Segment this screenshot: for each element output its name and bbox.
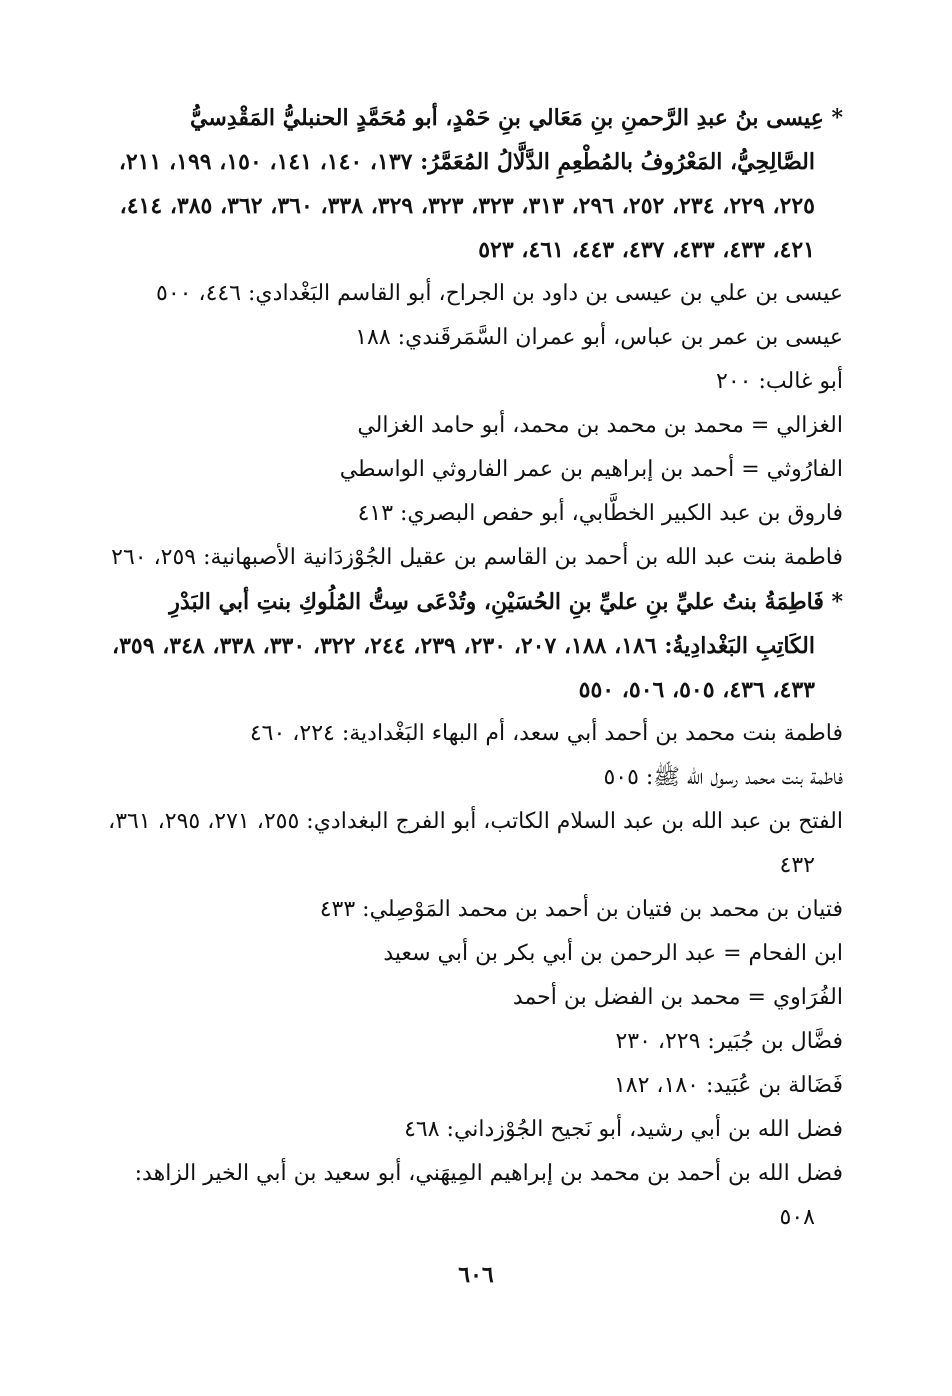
index-entry: ابن الفحام = عبد الرحمن بن أبي بكر بن أبي سعيد	[383, 941, 843, 966]
index-entry: فاطمة بنت عبد الله بن أحمد بن القاسم بن عقيل الجُوْزدَانية الأصبهانية: ٢٥٩، ٢٦٠	[111, 545, 843, 570]
index-entry: فاطمة بنت محمد بن أحمد أبي سعد، أم البهاء البَغْدادية: ٢٢٤، ٤٦٠	[249, 721, 843, 746]
index-entries	[108, 96, 843, 1240]
index-entry: فضل الله بن أحمد بن محمد بن إبراهيم المِيهَني، أبو سعيد بن أبي الخير الزاهد: ٥٠٨	[134, 1161, 843, 1230]
index-entry: الغزالي = محمد بن محمد بن محمد، أبو حامد الغزالي	[357, 413, 843, 438]
index-entry: فتيان بن محمد بن فتيان بن أحمد بن محمد المَوْصِلي: ٤٣٣	[319, 897, 843, 922]
index-entry: فضَّال بن جُبَير: ٢٢٩، ٢٣٠	[615, 1029, 843, 1054]
index-entry: * عِيسى بنُ عبدِ الرَّحمنِ بنِ مَعَالي بنِ حَمْدٍ، أبو مُحَمَّدٍ الحنبليُّ المَقْدِسيُّ الصَّالِحِيُّ، المَعْرُوفُ بالمُطْعِمِ الدَّلَّالُ المُعَمَّرُ: ١٣٧، ١٤٠، ١٤١، ١٥٠، ١٩٩، ٢١١، ٢٢٥، ٢٢٩، ٢٣٤، ٢٥٢، ٢٩٦، ٣١٣، ٣٢٣، ٣٢٣، ٣٢٩، ٣٣٨، ٣٦٠، ٣٦٢، ٣٨٥، ٤١٤، ٤٢١، ٤٣٣، ٤٣٣، ٤٣٧، ٤٤٣، ٤٦١، ٥٢٣	[118, 105, 843, 263]
page-number: ٦٠٦	[458, 1262, 494, 1288]
index-entry: فاروق بن عبد الكبير الخطَّابي، أبو حفص البصري: ٤١٣	[357, 501, 843, 526]
index-entry: عيسى بن عمر بن عباس، أبو عمران السَّمَرقَندي: ١٨٨	[355, 325, 843, 350]
index-entry: أبو غالب: ٢٠٠	[716, 369, 843, 394]
index-entry: الفتح بن عبد الله بن عبد السلام الكاتب، أبو الفرج البغدادي: ٢٥٥، ٢٧١، ٢٩٥، ٣٦١، ٤٣٢	[108, 809, 843, 878]
index-entry: الفارُوثي = أحمد بن إبراهيم بن عمر الفاروثي الواسطي	[339, 457, 843, 482]
index-entry: فاطمة بنت محمد رسول الله ﷺ: ٥٠٥	[603, 765, 843, 790]
index-entry: عيسى بن علي بن عيسى بن داود بن الجراح، أبو القاسم البَغْدادي: ٤٤٦، ٥٠٠	[156, 281, 843, 306]
index-entry: الفُرَاوي = محمد بن الفضل بن أحمد	[512, 985, 843, 1010]
index-entry: فضل الله بن أبي رشيد، أبو نَجيح الجُوْزداني: ٤٦٨	[404, 1117, 843, 1142]
index-entry: * فَاطِمَةُ بنتُ عليِّ بنِ عليِّ بنِ الحُسَيْنِ، وتُدْعَى سِتُّ المُلُوكِ بنتِ أبي البَدْرِ الكَاتِبِ البَغْدادِيةُ: ١٨٦، ١٨٨، ٢٠٧، ٢٣٠، ٢٣٩، ٢٤٤، ٣٢٢، ٣٣٠، ٣٣٨، ٣٤٨، ٣٥٩، ٤٣٣، ٤٣٦، ٥٠٥، ٥٠٦، ٥٥٠	[111, 589, 843, 703]
index-entry: فَضَالة بن عُبَيد: ١٨٠، ١٨٢	[613, 1073, 843, 1098]
